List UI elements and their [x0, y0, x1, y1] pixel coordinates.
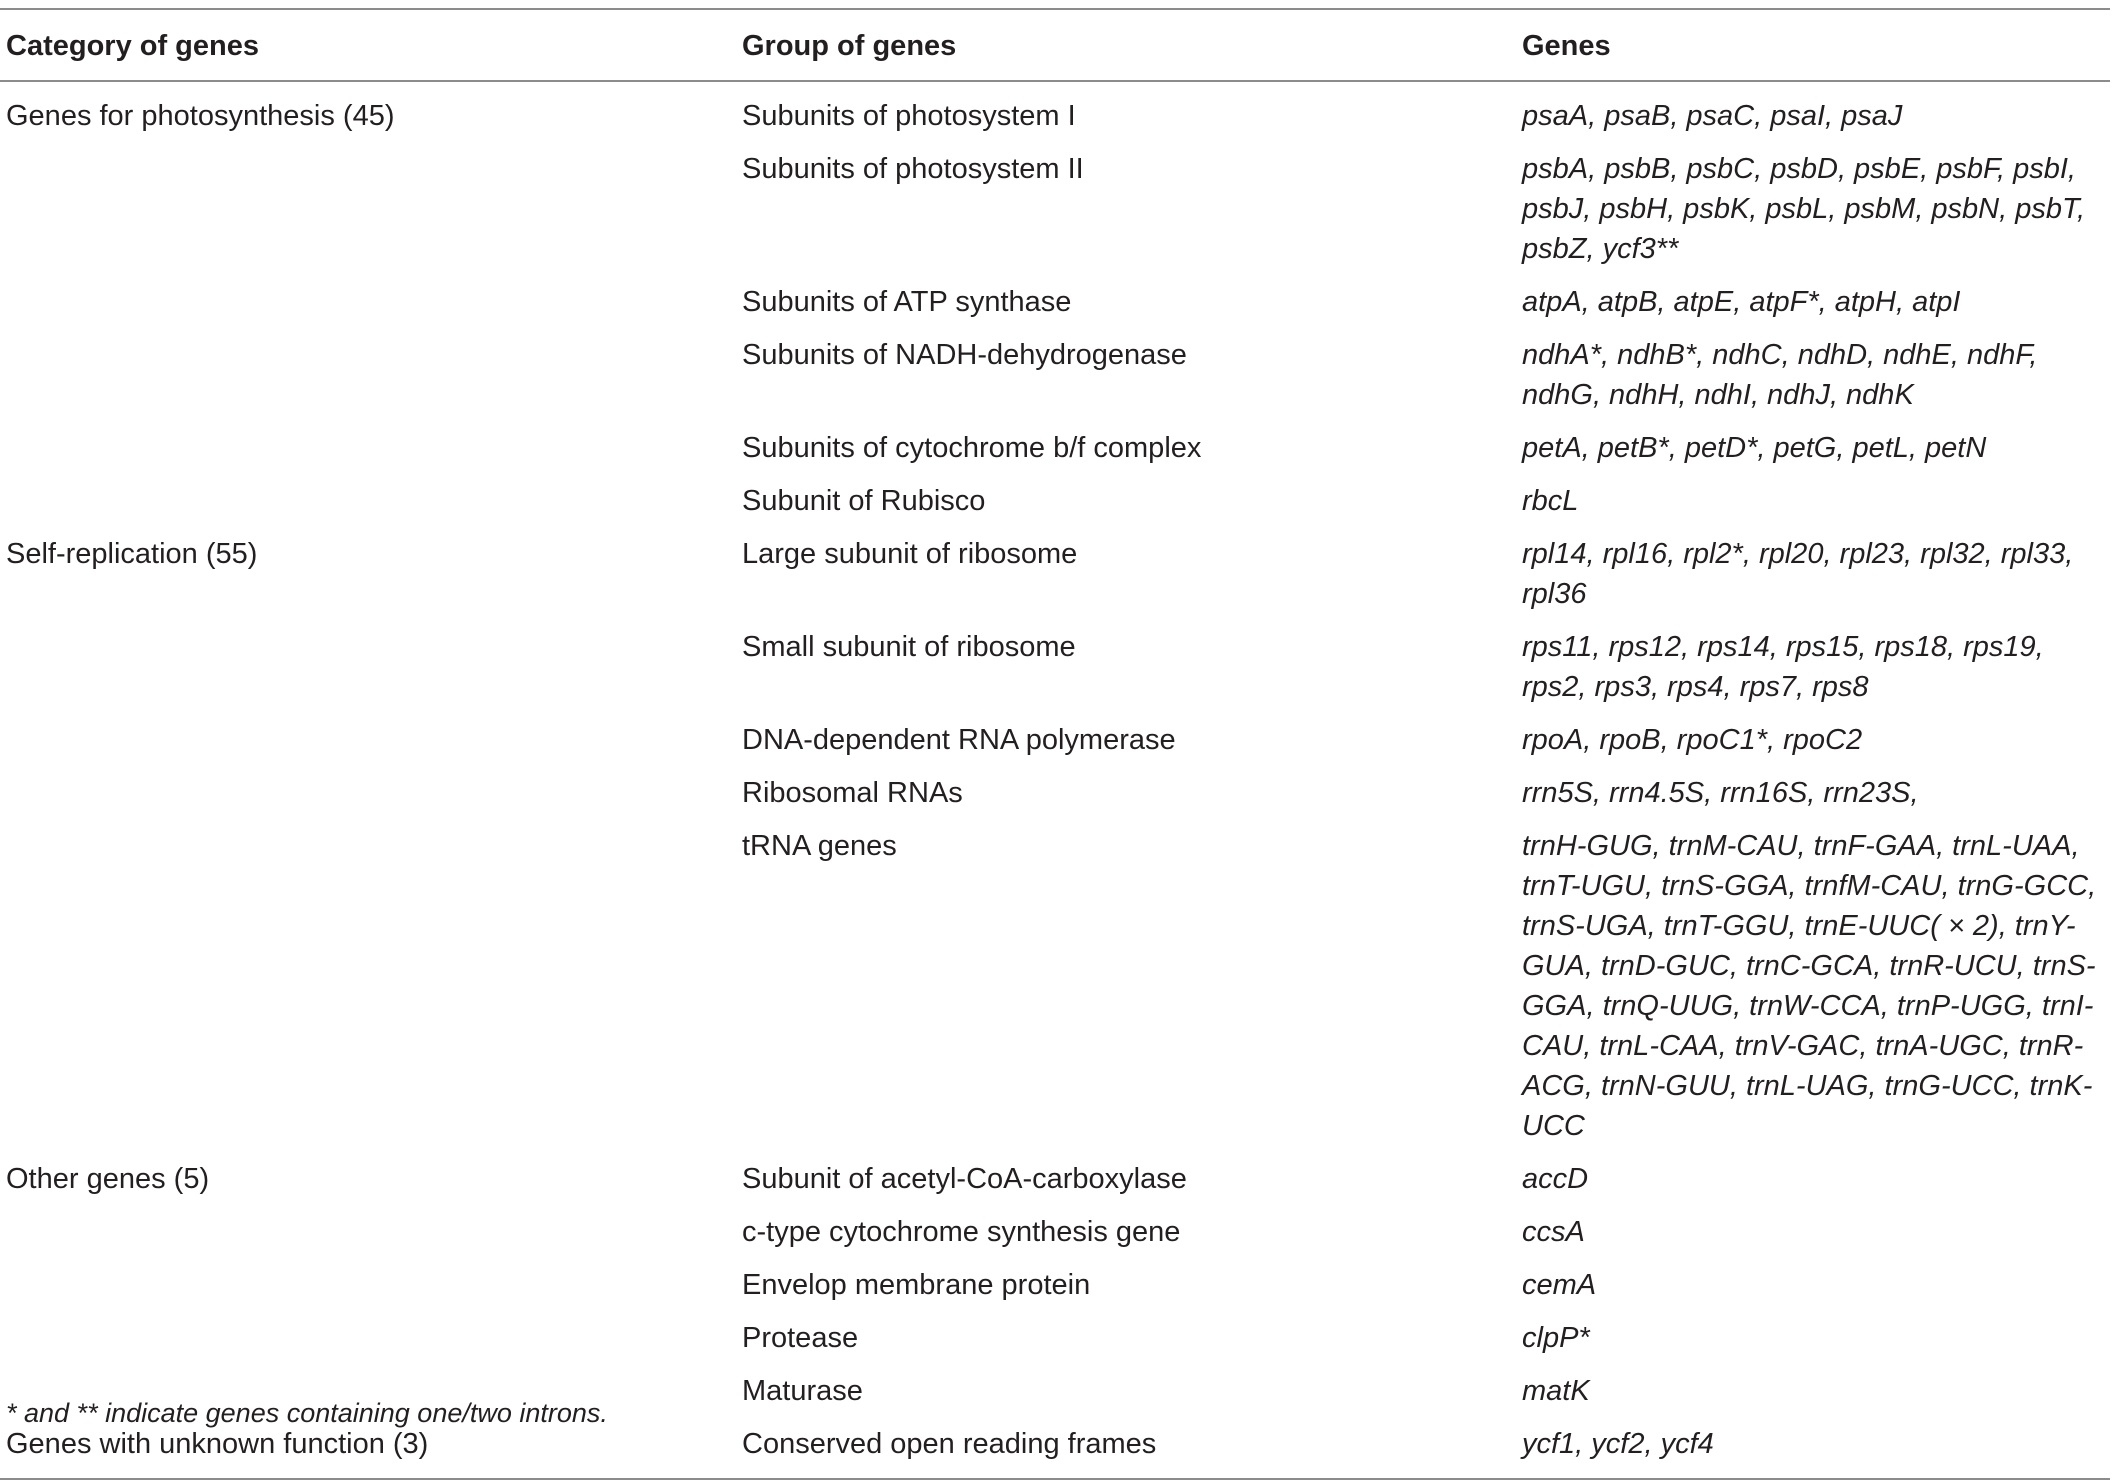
group-cell: Subunit of Rubisco — [742, 485, 986, 517]
genes-cell: ccsA — [1522, 1216, 1585, 1248]
genes-cell: ndhA*, ndhB*, ndhC, ndhD, ndhE, ndhF, ndhG, ndhH, ndhI, ndhJ, ndhK — [1522, 339, 2038, 411]
group-cell: Conserved open reading frames — [742, 1428, 1157, 1460]
group-cell: Subunits of photosystem II — [742, 153, 1084, 185]
table-row — [0, 1206, 2110, 1259]
table-body — [0, 81, 2110, 1479]
genes-cell: matK — [1522, 1375, 1590, 1407]
category-cell — [0, 820, 736, 1153]
table-header — [0, 9, 2110, 81]
category-cell — [0, 143, 736, 276]
table-row — [0, 143, 2110, 276]
genes-cell: cemA — [1522, 1269, 1597, 1301]
category-cell — [0, 276, 736, 329]
group-cell: Maturase — [742, 1375, 863, 1407]
group-cell: c-type cytochrome synthesis gene — [742, 1216, 1181, 1248]
category-cell — [0, 767, 736, 820]
header-category: Category of genes — [6, 30, 259, 62]
table-row — [0, 329, 2110, 422]
genes-cell: ycf1, ycf2, ycf4 — [1522, 1428, 1714, 1460]
category-cell: Genes with unknown function (3) — [6, 1428, 429, 1460]
genes-cell: petA, petB*, petD*, petG, petL, petN — [1522, 432, 1987, 464]
genes-cell: psbA, psbB, psbC, psbD, psbE, psbF, psbI, psbJ, psbH, psbK, psbL, psbM, psbN, psbT, psbZ, ycf3** — [1522, 153, 2086, 265]
genes-cell: rpoA, rpoB, rpoC1*, rpoC2 — [1522, 724, 1863, 756]
table-row — [0, 1259, 2110, 1312]
genes-cell: rbcL — [1522, 485, 1579, 517]
genes-cell: accD — [1522, 1163, 1589, 1195]
category-cell — [0, 1206, 736, 1259]
category-cell — [0, 714, 736, 767]
group-cell: Envelop membrane protein — [742, 1269, 1091, 1301]
category-cell: Other genes (5) — [6, 1163, 210, 1195]
header-group: Group of genes — [742, 30, 957, 62]
group-cell: Subunits of NADH-dehydrogenase — [742, 339, 1187, 371]
group-cell: tRNA genes — [742, 830, 897, 862]
genes-cell: rrn5S, rrn4.5S, rrn16S, rrn23S, — [1522, 777, 1919, 809]
table-footnote: * and ** indicate genes containing one/two introns. — [6, 1398, 608, 1428]
header-genes: Genes — [1522, 30, 1611, 62]
group-cell: DNA-dependent RNA polymerase — [742, 724, 1176, 756]
category-cell: Genes for photosynthesis (45) — [6, 100, 395, 132]
table-row — [0, 621, 2110, 714]
table-row — [0, 475, 2110, 528]
table-row — [0, 714, 2110, 767]
genes-cell: atpA, atpB, atpE, atpF*, atpH, atpI — [1522, 286, 1961, 318]
genes-cell: rps11, rps12, rps14, rps15, rps18, rps19, rps2, rps3, rps4, rps7, rps8 — [1522, 631, 2044, 703]
header-row — [0, 9, 2110, 81]
table-row — [0, 1153, 2110, 1206]
category-cell — [0, 475, 736, 528]
category-cell — [0, 422, 736, 475]
genes-cell: psaA, psaB, psaC, psaI, psaJ — [1522, 100, 1903, 132]
table-row — [0, 276, 2110, 329]
gene-table — [0, 8, 2110, 1480]
genes-cell: rpl14, rpl16, rpl2*, rpl20, rpl23, rpl32, rpl33, rpl36 — [1522, 538, 2074, 610]
category-cell — [0, 1312, 736, 1365]
group-cell: Subunits of ATP synthase — [742, 286, 1072, 318]
genes-cell: clpP* — [1522, 1322, 1590, 1354]
category-cell — [0, 621, 736, 714]
table-row — [0, 767, 2110, 820]
table-row — [0, 422, 2110, 475]
group-cell: Ribosomal RNAs — [742, 777, 963, 809]
group-cell: Subunits of cytochrome b/f complex — [742, 432, 1202, 464]
genes-cell: trnH-GUG, trnM-CAU, trnF-GAA, trnL-UAA, trnT-UGU, trnS-GGA, trnfM-CAU, trnG-GCC, trnS-UGA, trnT-GGU, trnE-UUC( × 2), trnY-GUA, trnD-GUC, trnC-GCA, trnR-UCU, trnS-GGA, trnQ-UUG, trnW-CCA, trnP-UGG, trnI-CAU, trnL-CAA, trnV-GAC, trnA-UGC, trnR-ACG, trnN-GUU, trnL-UAG, trnG-UCC, trnK-UCC — [1522, 830, 2097, 1142]
category-cell — [0, 329, 736, 422]
group-cell: Protease — [742, 1322, 859, 1354]
group-cell: Large subunit of ribosome — [742, 538, 1078, 570]
table-row — [0, 528, 2110, 621]
group-cell: Subunit of acetyl-CoA-carboxylase — [742, 1163, 1187, 1195]
category-cell: Self-replication (55) — [6, 538, 258, 570]
group-cell: Subunits of photosystem I — [742, 100, 1076, 132]
table-row — [0, 1312, 2110, 1365]
group-cell: Small subunit of ribosome — [742, 631, 1076, 663]
table-row — [0, 81, 2110, 143]
category-cell — [0, 1259, 736, 1312]
table-row — [0, 820, 2110, 1153]
